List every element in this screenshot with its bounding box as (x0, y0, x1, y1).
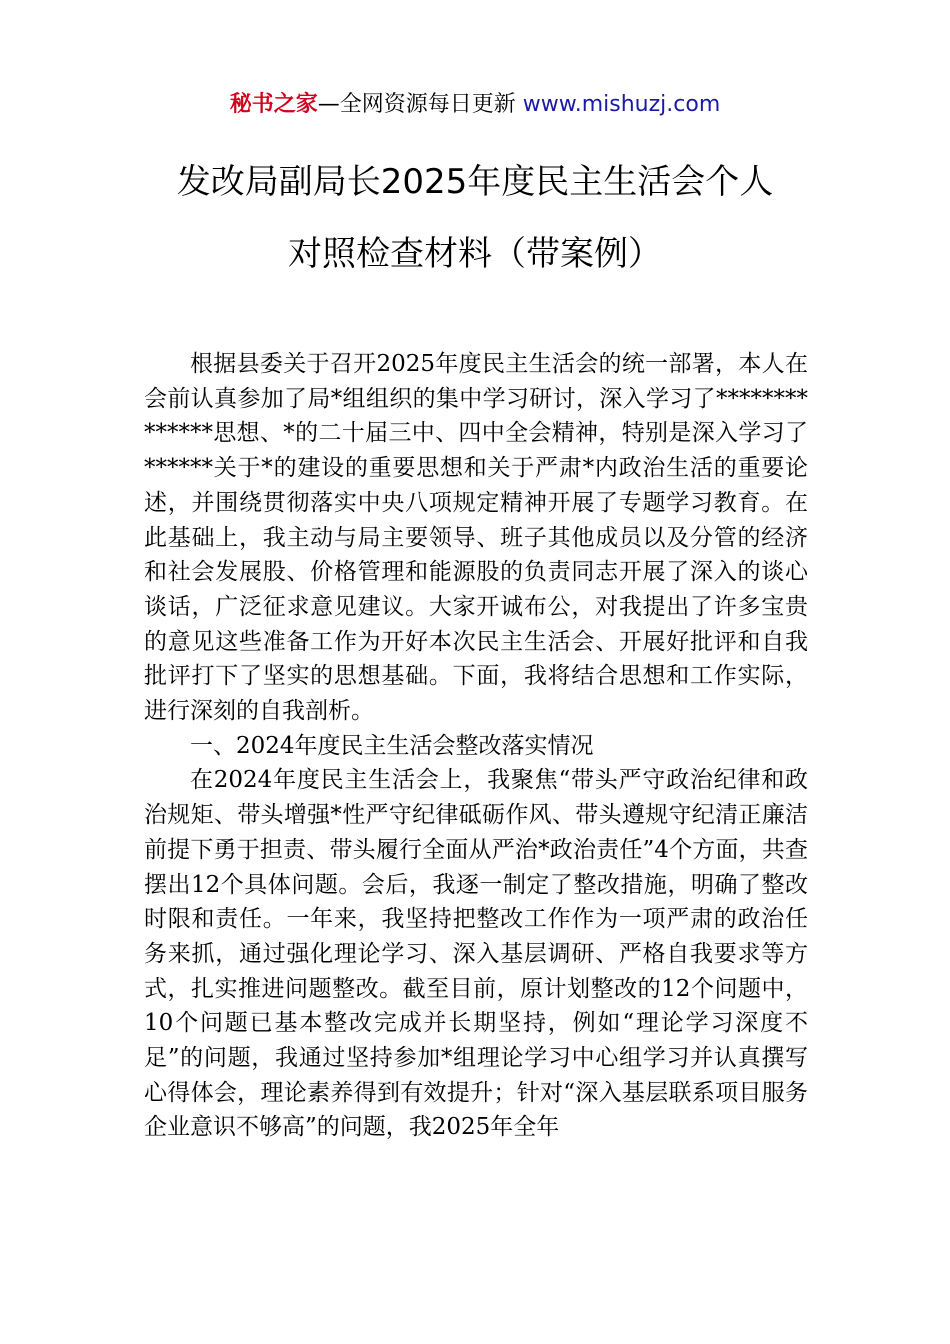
section-1-paragraph: 在2024年度民主生活会上，我聚焦“带头严守政治纪律和政治规矩、带头增强*性严守纪律砥砺作风、带头遵规守纪清正廉洁前提下勇于担责、带头履行全面从严治*政治责任”4个方面，共查摆出12个具体问题。会后，我逐一制定了整改措施，明确了整改时限和责任。一年来，我坚持把整改工作作为一项严肃的政治任务来抓，通过强化理论学习、深入基层调研、严格自我要求等方式，扎实推进问题整改。截至目前，原计划整改的12个问题中，10个问题已基本整改完成并长期坚持，例如“理论学习深度不足”的问题，我通过坚持参加*组理论学习中心组学习并认真撰写心得体会，理论素养得到有效提升；针对“深入基层联系项目服务企业意识不够高”的问题，我2025年全年 (144, 767, 808, 1141)
site-url-link[interactable]: www.mishuzj.com (522, 92, 721, 117)
site-tagline: —全网资源每日更新 (317, 92, 516, 117)
document-body (144, 347, 808, 1145)
section-heading-1: 一、2024年度民主生活会整改落实情况 (190, 732, 594, 759)
document-title-line-1: 发改局副局长2025年度民主生活会个人 (176, 162, 774, 202)
document-title (100, 160, 850, 276)
document-title-line-2: 对照检查材料（带案例） (288, 234, 662, 274)
site-brand: 秘书之家 (229, 92, 318, 117)
site-header (0, 88, 950, 122)
intro-paragraph: 根据县委关于召开2025年度民主生活会的统一部署，本人在会前认真参加了局*组组织的集中学习研讨，深入学习了**************思想、*的二十届三中、四中全会精神，特别是深入学习了******关于*的建设的重要思想和关于严肃*内政治生活的重要论述，并围绕贯彻落实中央八项规定精神开展了专题学习教育。在此基础上，我主动与局主要领导、班子其他成员以及分管的经济和社会发展股、价格管理和能源股的负责同志开展了深入的谈心谈话，广泛征求意见建议。大家开诚布公，对我提出了许多宝贵的意见这些准备工作为开好本次民主生活会、开展好批评和自我批评打下了坚实的思想基础。下面，我将结合思想和工作实际，进行深刻的自我剖析。 (144, 351, 808, 725)
